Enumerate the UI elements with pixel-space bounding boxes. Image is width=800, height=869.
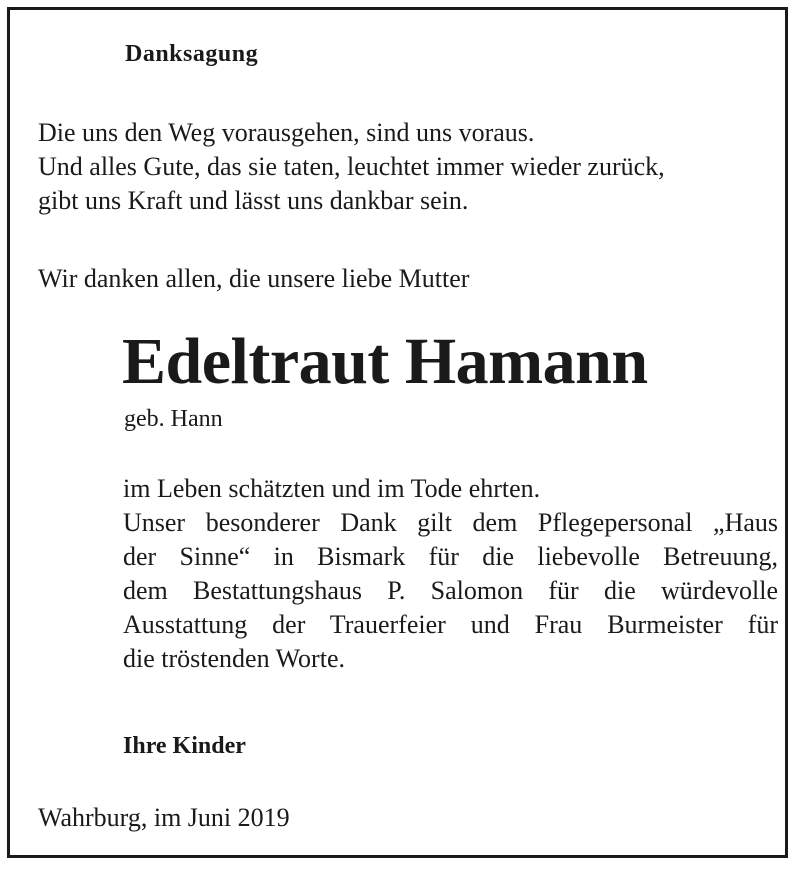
- signature: Ihre Kinder: [123, 733, 246, 759]
- deceased-name: Edeltraut Hamann: [122, 325, 648, 398]
- body-line: der Sinne“ in Bismark für die liebevolle Betreuung,: [123, 542, 778, 571]
- intro-line: Und alles Gute, das sie taten, leuchtet immer wieder zurück,: [38, 152, 665, 181]
- notice-heading: Danksagung: [125, 41, 259, 67]
- body-line: Ausstattung der Trauerfeier und Frau Burmeister für: [123, 610, 778, 639]
- intro-line: Die uns den Weg vorausgehen, sind uns voraus.: [38, 118, 535, 147]
- intro-line: gibt uns Kraft und lässt uns dankbar sein.: [38, 186, 469, 215]
- body-line: dem Bestattungshaus P. Salomon für die würdevolle: [123, 576, 778, 605]
- acknowledgement-text: [123, 472, 778, 676]
- maiden-name: geb. Hann: [124, 406, 223, 432]
- body-line: im Leben schätzten und im Tode ehrten.: [123, 474, 541, 503]
- obituary-notice: [7, 7, 788, 858]
- body-line: die tröstenden Worte.: [123, 644, 345, 673]
- thanks-line: Wir danken allen, die unsere liebe Mutter: [38, 264, 470, 293]
- body-line: Unser besonderer Dank gilt dem Pflegepersonal „Haus: [123, 508, 778, 537]
- intro-verse: [38, 116, 778, 218]
- place-and-date: Wahrburg, im Juni 2019: [38, 803, 290, 832]
